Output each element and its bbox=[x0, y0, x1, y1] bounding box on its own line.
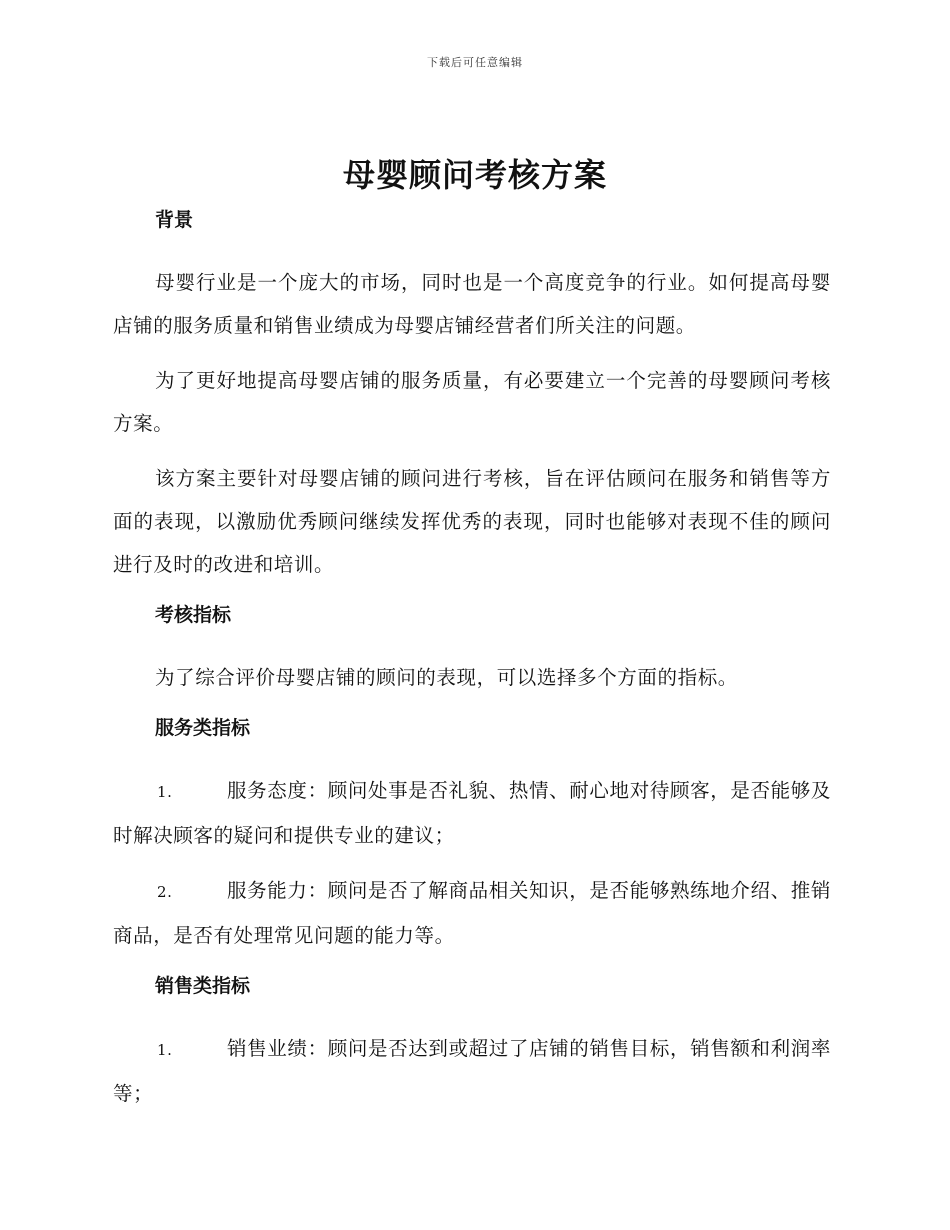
document-body bbox=[113, 206, 831, 1115]
section-heading-service: 服务类指标 bbox=[155, 717, 251, 739]
document-title: 母婴顾问考核方案 bbox=[342, 156, 607, 194]
list-item bbox=[113, 869, 831, 957]
list-number: 2. bbox=[157, 883, 173, 901]
paragraph: 母婴行业是一个庞大的市场，同时也是一个高度竞争的行业。如何提高母婴店铺的服务质量和销售业绩成为母婴店铺经营者们所关注的问题。 bbox=[113, 271, 831, 337]
list-item-text: 销售业绩：顾问是否达到或超过了店铺的销售目标，销售额和利润率等； bbox=[113, 1037, 831, 1105]
section-heading-background: 背景 bbox=[155, 209, 194, 231]
list-item bbox=[113, 1027, 831, 1115]
header-note: 下载后可任意编辑 bbox=[427, 56, 523, 69]
list-item bbox=[113, 769, 831, 857]
section-heading-indicators: 考核指标 bbox=[155, 604, 232, 626]
paragraph: 为了更好地提高母婴店铺的服务质量，有必要建立一个完善的母婴顾问考核方案。 bbox=[113, 369, 831, 435]
paragraph: 该方案主要针对母婴店铺的顾问进行考核，旨在评估顾问在服务和销售等方面的表现，以激励优秀顾问继续发挥优秀的表现，同时也能够对表现不佳的顾问进行及时的改进和培训。 bbox=[113, 467, 831, 576]
list-item-text: 服务态度：顾问处事是否礼貌、热情、耐心地对待顾客，是否能够及时解决顾客的疑问和提供专业的建议； bbox=[113, 779, 831, 847]
list-number: 1. bbox=[157, 1041, 173, 1059]
list-number: 1. bbox=[157, 783, 173, 801]
list-item-text: 服务能力：顾问是否了解商品相关知识，是否能够熟练地介绍、推销商品，是否有处理常见问题的能力等。 bbox=[113, 879, 831, 947]
section-heading-sales: 销售类指标 bbox=[155, 975, 251, 997]
paragraph: 为了综合评价母婴店铺的顾问的表现，可以选择多个方面的指标。 bbox=[155, 666, 738, 689]
